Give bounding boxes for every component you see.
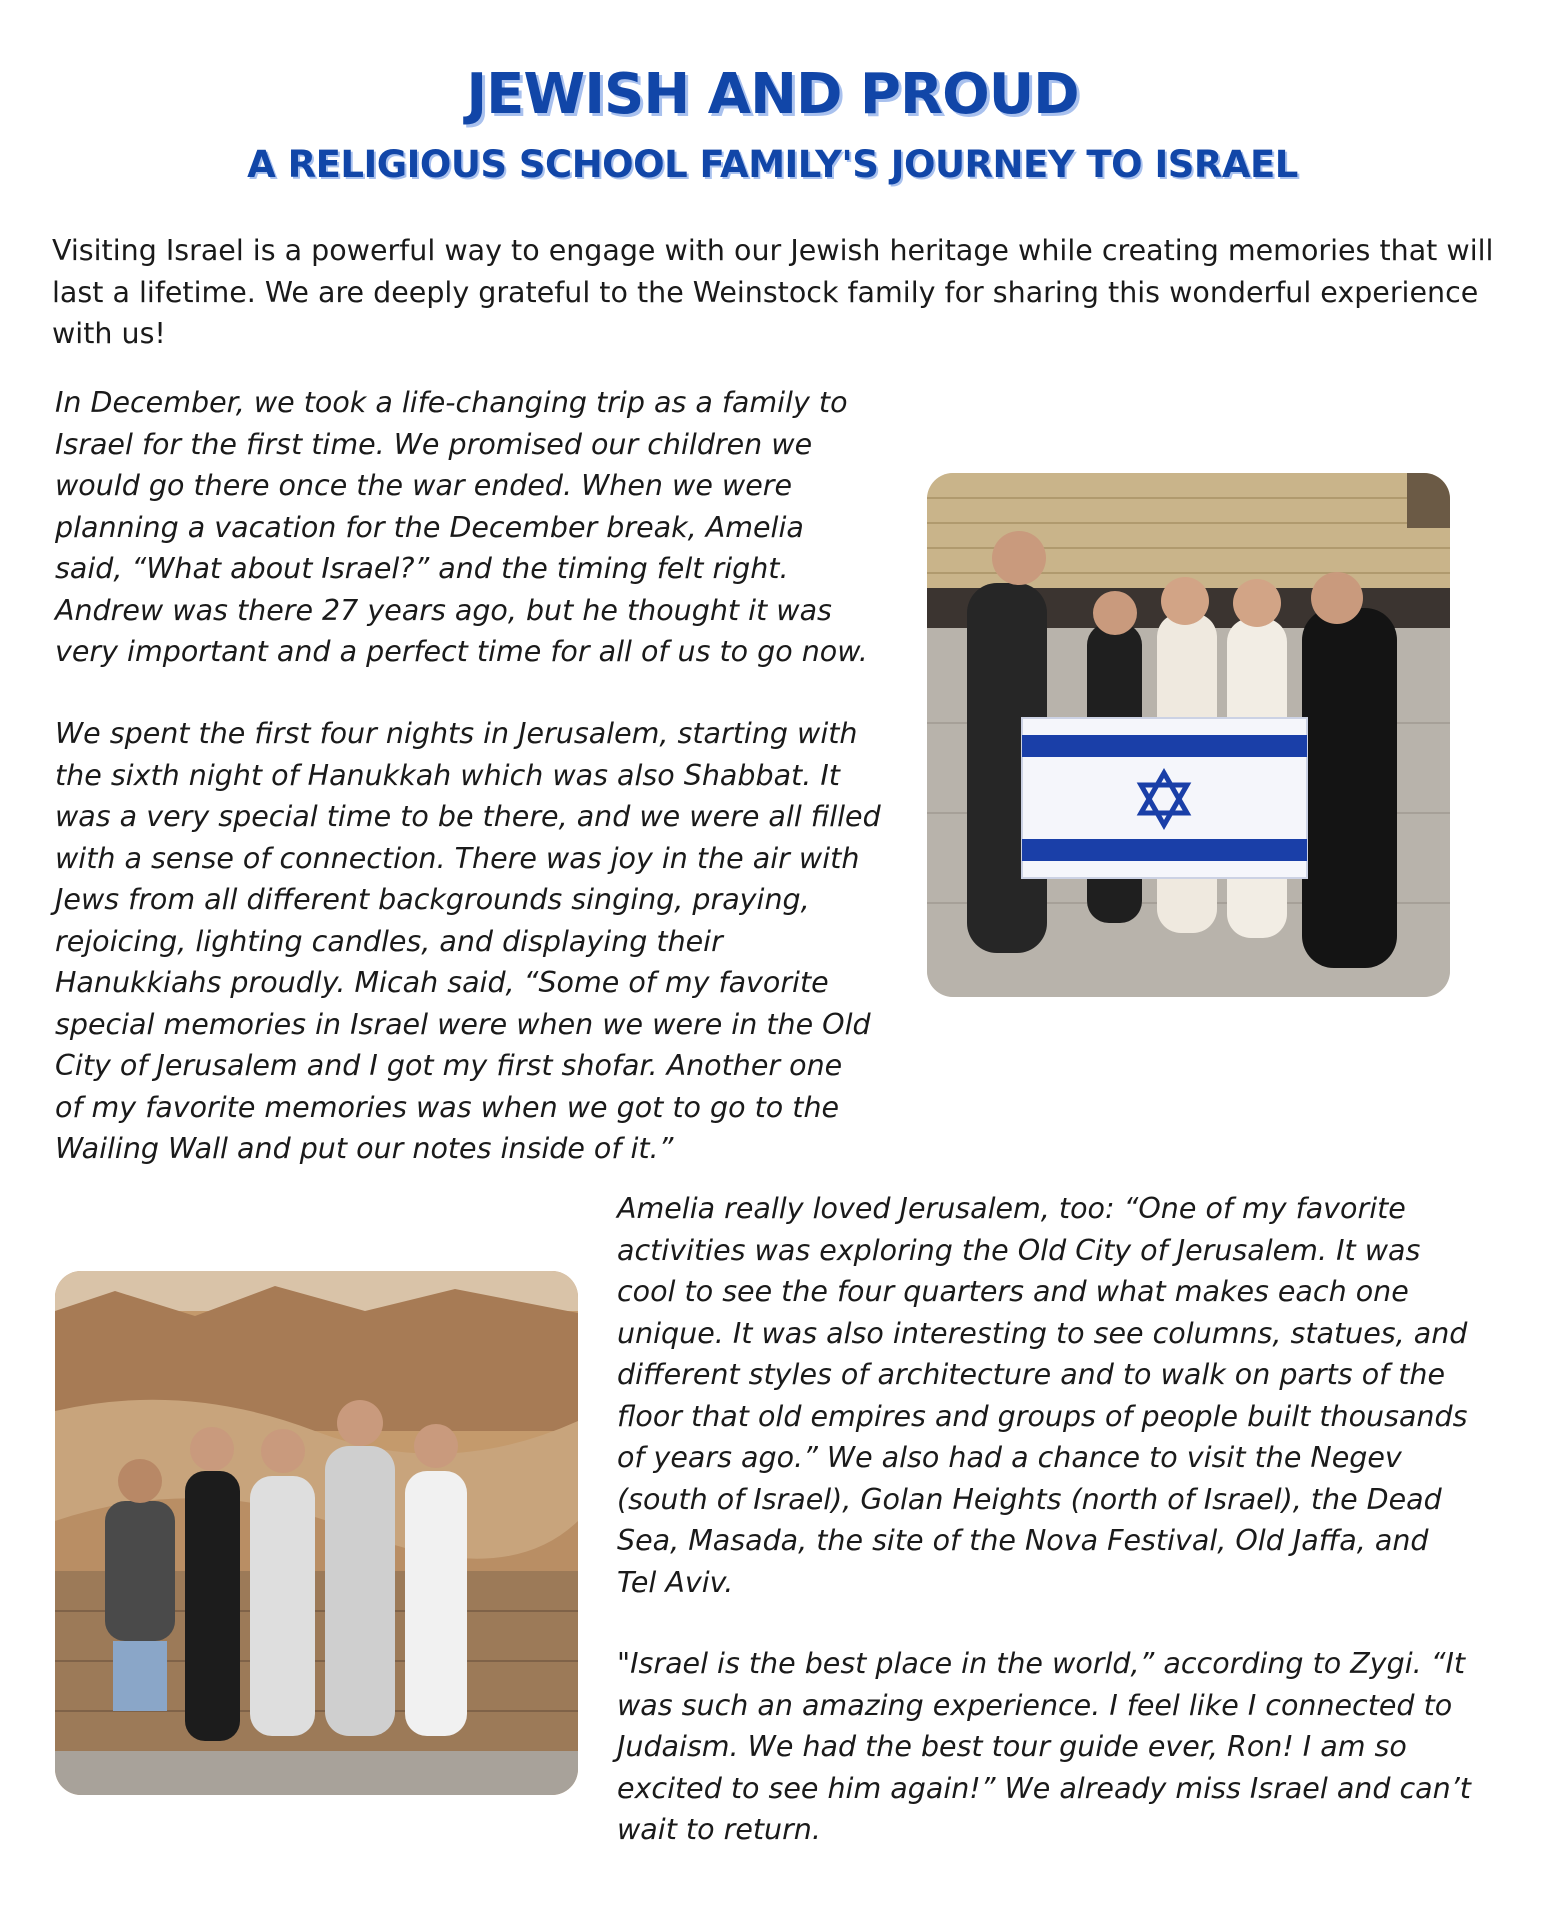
masada-family-photo xyxy=(55,1271,578,1795)
intro-paragraph: Visiting Israel is a powerful way to engage with our Jewish heritage while creating memories that will last a lifetime. We are deeply grateful to the Weinstock family for sharing this wonderful experience with us! xyxy=(52,234,1494,350)
story-paragraph-2: We spent the first four nights in Jerusalem, starting with the sixth night of Hanukkah which was also Shabbat. It was a very special time to be there, and we were all filled with a sense of connection. There was joy in the air with Jews from all different backgrounds singing, praying, rejoicing, lighting candles, and displaying their Hanukkiahs proudly. Micah said, “Some of my favorite special memories in Israel were when we were in the Old City of Jerusalem and I got my first shofar. Another one of my favorite memories was when we got to go to the Wailing Wall and put our notes inside of it.” xyxy=(55,717,881,1165)
page-subtitle: A RELIGIOUS SCHOOL FAMILY'S JOURNEY TO ISRAEL xyxy=(247,143,1298,186)
page-title: JEWISH AND PROUD xyxy=(466,62,1079,127)
western-wall-family-photo xyxy=(927,473,1450,997)
masada-photo-illustration xyxy=(55,1271,578,1795)
story-paragraph-1: In December, we took a life-changing trip as a family to Israel for the first time. We promised our children we would go there once the war ended. When we were planning a vacation for the December break, Amelia said, “What about Israel?” and the timing felt right. Andrew was there 27 years ago, but he thought it was very important and a perfect time for all of us to go now. xyxy=(55,386,868,668)
story-paragraph-3: Amelia really loved Jerusalem, too: “One of my favorite activities was exploring the Old City of Jerusalem. It was cool to see the four quarters and what makes each one unique. It was also interesting to see columns, statues, and different styles of architecture and to walk on parts of the floor that old empires and groups of people built thousands of years ago.” We also had a chance to visit the Negev (south of Israel), Golan Heights (north of Israel), the Dead Sea, Masada, the site of the Nova Festival, Old Jaffa, and Tel Aviv. xyxy=(617,1192,1468,1599)
story-paragraph-4: "Israel is the best place in the world,” according to Zygi. “It was such an amazing experience. I feel like I connected to Judaism. We had the best tour guide ever, Ron! I am so excited to see him again!” We already miss Israel and can’t wait to return. xyxy=(617,1647,1471,1846)
western-wall-photo-illustration xyxy=(927,473,1450,997)
